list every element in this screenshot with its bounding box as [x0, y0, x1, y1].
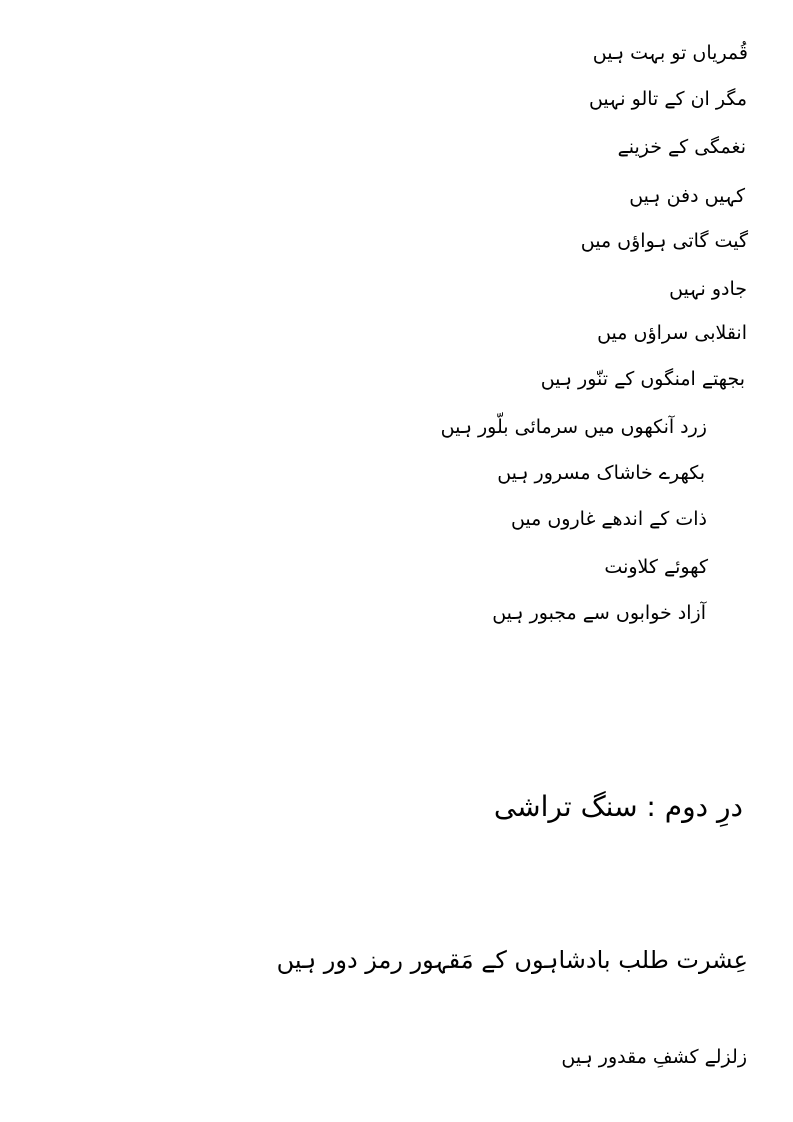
poem-line-10: بکھرے خاشاک مسرور ہیں	[497, 462, 705, 484]
second-poem-line-1: عِشرت طلب بادشاہوں کے مَقہور رمز دور ہیں	[276, 946, 748, 974]
section-heading: درِ دوم : سنگ تراشی	[493, 790, 743, 823]
poem-line-11: ذات کے اندھے غاروں میں	[510, 508, 707, 530]
poem-line-6: جادو نہیں	[669, 278, 747, 300]
poem-line-2: مگر ان کے تالو نہیں	[588, 88, 747, 110]
poem-line-3: نغمگی کے خزینے	[617, 136, 746, 158]
poem-line-9: زرد آنکھوں میں سرمائی بلّور ہیں	[440, 416, 707, 438]
poem-line-13: آزاد خوابوں سے مجبور ہیں	[492, 602, 706, 624]
second-poem-line-2: زلزلے کشفِ مقدور ہیں	[561, 1046, 747, 1068]
poem-line-8: بجھتے امنگوں کے تنّور ہیں	[540, 368, 745, 390]
poem-line-7: انقلابی سراؤں میں	[597, 322, 747, 344]
poem-line-12: کھوئے کلاونت	[604, 556, 708, 578]
poem-line-4: کہیں دفن ہیں	[629, 185, 745, 207]
poem-line-5: گیت گاتی ہواؤں میں	[580, 230, 748, 252]
poem-line-1: قُمریاں تو بہت ہیں	[592, 42, 748, 64]
